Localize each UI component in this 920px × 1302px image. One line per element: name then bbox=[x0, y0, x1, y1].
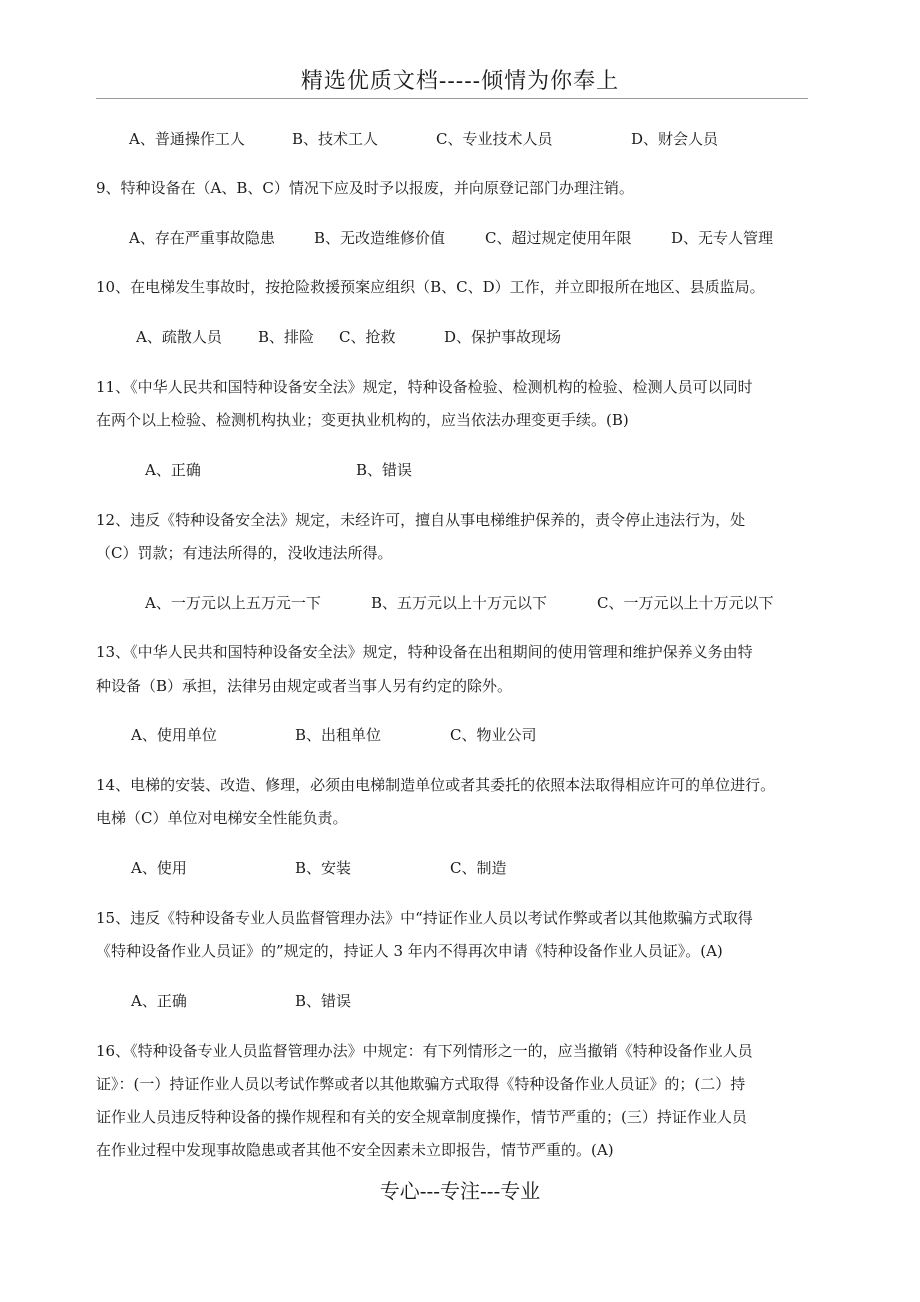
q10-option-c: C、抢救 bbox=[339, 328, 396, 346]
q14-option-b: B、安装 bbox=[295, 859, 352, 877]
q16-question-line-4: 在作业过程中发现事故隐患或者其他不安全因素未立即报告，情节严重的。(A) bbox=[96, 1141, 614, 1159]
q14-question-line-2: 电梯（C）单位对电梯安全性能负责。 bbox=[96, 809, 348, 827]
q13-option-b: B、出租单位 bbox=[295, 726, 382, 744]
q9-option-c: C、超过规定使用年限 bbox=[485, 229, 632, 247]
q10-option-a: A、疏散人员 bbox=[136, 328, 222, 346]
q15-question-line-1: 15、违反《特种设备专业人员监督管理办法》中“持证作业人员以考试作弊或者以其他欺骗方式取得 bbox=[96, 909, 753, 927]
q8-option-c: C、专业技术人员 bbox=[436, 130, 553, 148]
q10-question: 10、在电梯发生事故时，按抢险救援预案应组织（B、C、D）工作，并立即报所在地区、县质监局。 bbox=[96, 278, 765, 296]
q12-option-c: C、一万元以上十万元以下 bbox=[597, 594, 774, 612]
q13-option-a: A、使用单位 bbox=[131, 726, 217, 744]
q12-question-line-1: 12、违反《特种设备安全法》规定，未经许可，擅自从事电梯维护保养的，责令停止违法行为，处 bbox=[96, 511, 746, 529]
q13-question-line-1: 13、《中华人民共和国特种设备安全法》规定，特种设备在出租期间的使用管理和维护保养义务由特 bbox=[96, 643, 753, 661]
q11-question-line-1: 11、《中华人民共和国特种设备安全法》规定，特种设备检验、检测机构的检验、检测人员可以同时 bbox=[96, 378, 753, 396]
q15-question-line-2: 《特种设备作业人员证》的”规定的，持证人 3 年内不得再次申请《特种设备作业人员证》。(A) bbox=[96, 942, 723, 960]
q12-option-b: B、五万元以上十万元以下 bbox=[371, 594, 548, 612]
q10-option-b: B、排险 bbox=[258, 328, 315, 346]
q16-question-line-1: 16、《特种设备专业人员监督管理办法》中规定：有下列情形之一的，应当撤销《特种设备作业人员 bbox=[96, 1042, 753, 1060]
q11-option-a: A、正确 bbox=[145, 461, 201, 479]
q16-question-line-3: 证作业人员违反特种设备的操作规程和有关的安全规章制度操作，情节严重的；(三）持证作业人员 bbox=[96, 1108, 747, 1126]
q10-option-d: D、保护事故现场 bbox=[444, 328, 562, 346]
q8-option-d: D、财会人员 bbox=[631, 130, 719, 148]
q11-option-b: B、错误 bbox=[356, 461, 413, 479]
q14-question-line-1: 14、电梯的安装、改造、修理，必须由电梯制造单位或者其委托的依照本法取得相应许可的单位进行。 bbox=[96, 776, 776, 794]
q13-question-line-2: 种设备（B）承担，法律另由规定或者当事人另有约定的除外。 bbox=[96, 677, 513, 695]
q8-option-b: B、技术工人 bbox=[292, 130, 379, 148]
page-footer: 专心---专注---专业 bbox=[379, 1179, 541, 1203]
page-header-title: 精选优质文档-----倾情为你奉上 bbox=[300, 69, 620, 94]
q9-option-d: D、无专人管理 bbox=[671, 229, 774, 247]
q13-option-c: C、物业公司 bbox=[450, 726, 537, 744]
q15-option-b: B、错误 bbox=[295, 992, 352, 1010]
q9-option-b: B、无改造维修价值 bbox=[314, 229, 446, 247]
q15-option-a: A、正确 bbox=[131, 992, 187, 1010]
q16-question-line-2: 证》：(一）持证作业人员以考试作弊或者以其他欺骗方式取得《特种设备作业人员证》的；(二）持 bbox=[96, 1075, 746, 1093]
q14-option-a: A、使用 bbox=[131, 859, 187, 877]
q12-question-line-2: （C）罚款；有违法所得的，没收违法所得。 bbox=[96, 544, 393, 562]
q9-question: 9、特种设备在（A、B、C）情况下应及时予以报废，并向原登记部门办理注销。 bbox=[96, 179, 634, 197]
q8-option-a: A、普通操作工人 bbox=[129, 130, 245, 148]
q14-option-c: C、制造 bbox=[450, 859, 507, 877]
q9-option-a: A、存在严重事故隐患 bbox=[129, 229, 275, 247]
q11-question-line-2: 在两个以上检验、检测机构执业；变更执业机构的，应当依法办理变更手续。(B) bbox=[96, 411, 629, 429]
q12-option-a: A、一万元以上五万元一下 bbox=[145, 594, 321, 612]
header-divider bbox=[96, 98, 808, 99]
